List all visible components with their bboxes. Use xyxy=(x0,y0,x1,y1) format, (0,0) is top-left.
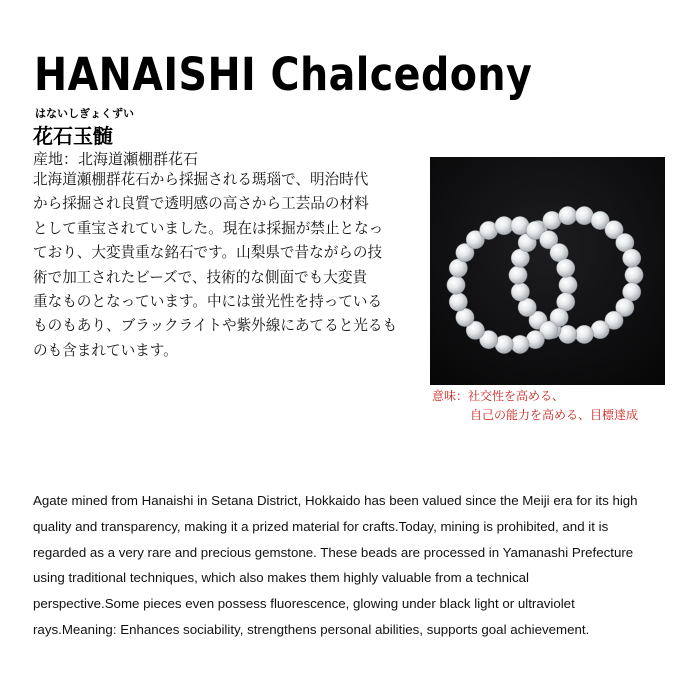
bead xyxy=(559,206,577,224)
meaning-note xyxy=(432,387,638,425)
en-line: Agate mined from Hanaishi in Setana District, Hokkaido has been valued since the Meiji era for its high xyxy=(33,493,638,508)
jp-line: 術で加工されたビーズで、技術的な側面でも大変貴 xyxy=(33,268,368,286)
bead xyxy=(543,211,561,229)
bead xyxy=(447,276,465,294)
en-line: rays.Meaning: Enhances sociability, strengthens personal abilities, supports goal achievement. xyxy=(33,621,590,637)
bracelets-illustration xyxy=(430,157,665,385)
bead xyxy=(591,320,609,338)
bead xyxy=(511,283,529,301)
en-line: regarded as a very rare and precious gemstone. These beads are processed in Yamanashi Prefecture xyxy=(33,544,634,560)
bead xyxy=(559,276,577,294)
page-title: HANAISHI Chalcedony xyxy=(34,48,533,101)
bead xyxy=(557,259,575,277)
bead xyxy=(449,293,467,311)
meaning-line-1: 意味：社交性を高める、 xyxy=(432,389,565,403)
bead xyxy=(575,206,593,224)
furigana-reading: はないしぎょくずい xyxy=(35,107,134,120)
en-line: quality and transparency, making it a prized material for crafts.Today, mining is prohibited, and it is xyxy=(33,518,609,534)
bead xyxy=(623,249,641,267)
bead xyxy=(575,325,593,343)
jp-line: として重宝されていました。現在は採掘が禁止となっ xyxy=(33,219,384,237)
bead xyxy=(511,335,529,353)
jp-line: ものもあり、ブラックライトや紫外線にあてると光るも xyxy=(33,317,398,335)
en-line: using traditional techniques, which also makes them highly valuable from a technical xyxy=(33,570,529,586)
jp-line: 重なものとなっています。中には蛍光性を持っている xyxy=(33,293,383,311)
en-line: perspective.Some pieces even possess fluorescence, glowing under black light or ultraviolet xyxy=(33,596,575,612)
bead-bracelets-photo xyxy=(430,157,665,385)
jp-line: 北海道瀬棚群花石から採掘される瑪瑙で、明治時代 xyxy=(33,171,369,188)
jp-line: から採掘され良質で透明感の高さから工芸品の材料 xyxy=(33,195,369,213)
origin-line: 産地：北海道瀬棚群花石 xyxy=(33,150,199,168)
bead xyxy=(625,266,643,284)
jp-line: ており、大変貴重な銘石です。山梨県で昔ながらの技 xyxy=(33,244,383,262)
japanese-name: 花石玉髄 xyxy=(33,124,113,148)
bead xyxy=(559,325,577,343)
jp-line: のも含まれています。 xyxy=(33,341,178,359)
bead xyxy=(495,216,513,234)
english-description xyxy=(33,488,683,643)
meaning-line-2: 自己の能力を高める、目標達成 xyxy=(470,408,639,422)
bead xyxy=(509,266,527,284)
japanese-description xyxy=(33,168,409,363)
